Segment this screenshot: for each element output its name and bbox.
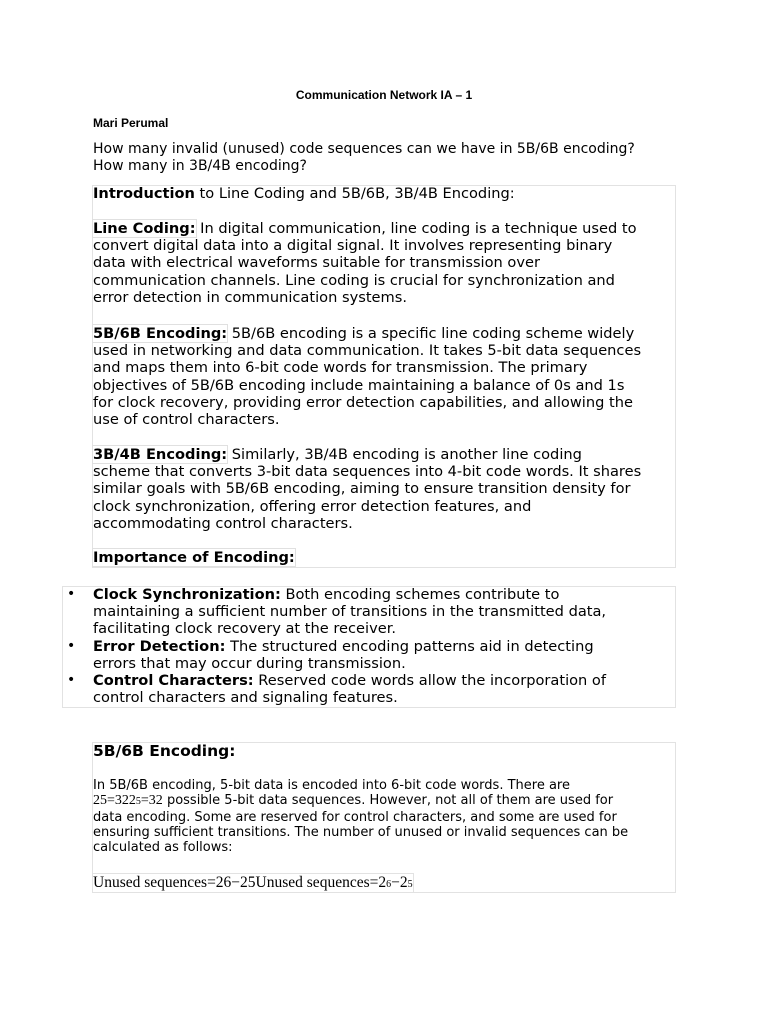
- bullet-icon: •: [67, 672, 76, 689]
- paragraph-line: clock synchronization, offering error detection features, and: [93, 497, 532, 515]
- paragraph-line: In digital communication, line coding is a technique used to: [195, 220, 637, 237]
- line-coding-paragraph: [93, 220, 677, 306]
- bullet-line: The structured encoding patterns aid in detecting: [225, 637, 594, 655]
- paragraph-line: data with electrical waveforms suitable for transmission over: [93, 254, 540, 272]
- paragraph-line: used in networking and data communication. It takes 5-bit data sequences: [93, 342, 642, 360]
- paragraph-line: scheme that converts 3-bit data sequences into 4-bit code words. It shares: [93, 463, 642, 481]
- paragraph-line: 5B/6B encoding is a specific line coding scheme widely: [227, 325, 635, 342]
- paragraph-line: communication channels. Line coding is crucial for synchronization and: [93, 271, 615, 289]
- bullet-icon: •: [67, 637, 76, 654]
- formula-subscript: 5: [407, 879, 413, 890]
- paragraph-line: data encoding. Some are reserved for control characters, and some are used for: [93, 809, 617, 825]
- paragraph-line: calculated as follows:: [93, 840, 233, 856]
- importance-heading-text: Importance of Encoding:: [93, 549, 295, 566]
- bullet-label: Clock Synchronization:: [93, 586, 281, 603]
- formula-subscript: 6: [386, 879, 392, 890]
- bullet-label: Control Characters:: [93, 672, 254, 690]
- paragraph-line: possible 5-bit data sequences. However, not all of them are used for: [162, 793, 614, 809]
- math-part: 25=322: [93, 793, 136, 809]
- paragraph-line: ensuring sufficient transitions. The number of unused or invalid sequences can be: [93, 824, 629, 840]
- section-5b6b-heading: 5B/6B Encoding:: [93, 742, 236, 760]
- math-expression: [93, 793, 163, 808]
- importance-list: [62, 586, 676, 706]
- question-line: How many in 3B/4B encoding?: [93, 158, 307, 174]
- bullet-line: errors that may occur during transmission.: [93, 654, 406, 672]
- paragraph-line: similar goals with 5B/6B encoding, aiming to ensure transition density for: [93, 480, 631, 498]
- enc-5b6b-paragraph: [93, 325, 677, 428]
- math-subscript: 5: [135, 796, 141, 808]
- enc-5b6b-label: 5B/6B Encoding:: [93, 325, 228, 342]
- bullet-line: maintaining a sufficient number of transitions in the transmitted data,: [93, 603, 607, 621]
- bullet-line: Reserved code words allow the incorporation of: [253, 672, 607, 690]
- question-line: How many invalid (unused) code sequences can we have in 5B/6B encoding?: [93, 141, 635, 157]
- paragraph-line: accommodating control characters.: [93, 514, 353, 532]
- bullet-icon: •: [67, 586, 76, 602]
- list-item: [62, 638, 676, 672]
- document-title: Communication Network IA – 1: [295, 88, 473, 102]
- paragraph-line: In 5B/6B encoding, 5-bit data is encoded into 6-bit code words. There are: [93, 778, 570, 793]
- bullet-label: Error Detection:: [93, 637, 226, 655]
- enc-3b4b-paragraph: [93, 446, 677, 532]
- formula-part: −2: [391, 874, 408, 891]
- enc-3b4b-label: 3B/4B Encoding:: [93, 446, 228, 463]
- intro-heading: [93, 185, 677, 202]
- formula-part: Unused sequences=26−25Unused sequences=2: [93, 874, 387, 891]
- paragraph-line: objectives of 5B/6B encoding include maintaining a balance of 0s and 1s: [93, 376, 625, 394]
- bullet-line: control characters and signaling features.: [93, 689, 398, 707]
- intro-heading-rest: to Line Coding and 5B/6B, 3B/4B Encoding:: [194, 185, 515, 202]
- list-item: [62, 672, 676, 706]
- paragraph-line: Similarly, 3B/4B encoding is another line coding: [227, 446, 582, 463]
- line-coding-label: Line Coding:: [93, 220, 196, 237]
- intro-heading-bold: Introduction: [93, 185, 195, 202]
- paragraph-line: error detection in communication systems.: [93, 288, 407, 306]
- unused-sequences-formula: [93, 874, 413, 892]
- paragraph-line: and maps them into 6-bit code words for transmission. The primary: [93, 359, 588, 377]
- list-item: [62, 586, 676, 638]
- paragraph-line: for clock recovery, providing error detection capabilities, and allowing the: [93, 393, 633, 411]
- paragraph-line: use of control characters.: [93, 411, 280, 429]
- bullet-line: Both encoding schemes contribute to: [280, 586, 560, 603]
- author-name: Mari Perumal: [93, 116, 169, 130]
- paragraph-line: convert digital data into a digital signal. It involves representing binary: [93, 237, 613, 255]
- math-part: =32: [140, 793, 163, 809]
- section-5b6b-paragraph: [93, 778, 677, 855]
- question-text: [93, 141, 693, 175]
- bullet-line: facilitating clock recovery at the receiver.: [93, 620, 397, 638]
- importance-heading: [93, 549, 677, 566]
